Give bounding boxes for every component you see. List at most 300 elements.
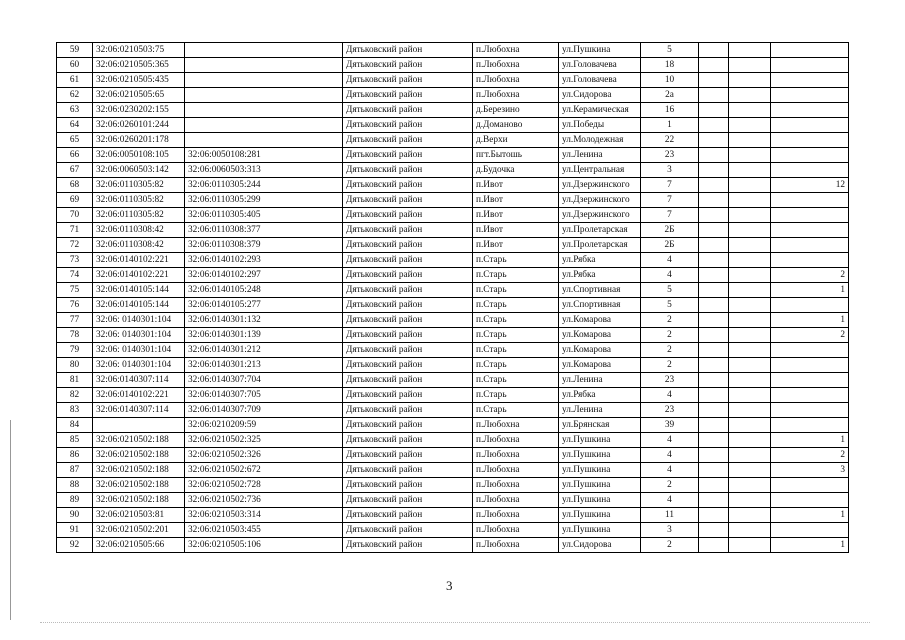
- empty-cell: [699, 43, 729, 58]
- table-row: [57, 343, 849, 358]
- street-cell: ул.Молодежная: [559, 133, 641, 148]
- cadastral-number-object: 32:06:0210209:59: [185, 418, 343, 433]
- locality-cell: п.Старь: [473, 328, 559, 343]
- empty-cell: [729, 418, 771, 433]
- district-cell: Дятьковский район: [343, 178, 473, 193]
- cadastral-number-object: 32:06:0140301:212: [185, 343, 343, 358]
- empty-cell: [729, 283, 771, 298]
- street-cell: ул.Рябка: [559, 268, 641, 283]
- empty-cell: [729, 373, 771, 388]
- locality-cell: п.Любохна: [473, 493, 559, 508]
- street-cell: ул.Пролетарская: [559, 223, 641, 238]
- empty-cell: [729, 178, 771, 193]
- district-cell: Дятьковский район: [343, 358, 473, 373]
- table-row: [57, 373, 849, 388]
- table-row: [57, 283, 849, 298]
- cadastral-number-object: 32:06:0140301:139: [185, 328, 343, 343]
- street-cell: ул.Пушкина: [559, 43, 641, 58]
- street-cell: ул.Спортивная: [559, 298, 641, 313]
- empty-cell: [729, 148, 771, 163]
- empty-cell: [729, 208, 771, 223]
- house-number-cell: 2Б: [641, 223, 699, 238]
- cadastral-number-parcel: 32:06:0110305:82: [93, 208, 185, 223]
- street-cell: ул.Керамическая: [559, 103, 641, 118]
- empty-cell: [729, 268, 771, 283]
- empty-cell: [729, 343, 771, 358]
- table-row: [57, 508, 849, 523]
- table-row: [57, 178, 849, 193]
- row-number: 78: [57, 328, 93, 343]
- cadastral-number-parcel: 32:06: 0140301:104: [93, 328, 185, 343]
- cadastral-number-object: [185, 88, 343, 103]
- district-cell: Дятьковский район: [343, 103, 473, 118]
- locality-cell: п.Любохна: [473, 418, 559, 433]
- street-cell: ул.Брянская: [559, 418, 641, 433]
- row-number: 72: [57, 238, 93, 253]
- house-number-cell: 2: [641, 478, 699, 493]
- table-row: [57, 358, 849, 373]
- street-cell: ул.Комарова: [559, 343, 641, 358]
- street-cell: ул.Комарова: [559, 328, 641, 343]
- street-cell: ул.Пушкина: [559, 493, 641, 508]
- district-cell: Дятьковский район: [343, 433, 473, 448]
- house-number-cell: 2: [641, 343, 699, 358]
- street-cell: ул.Головачева: [559, 73, 641, 88]
- empty-cell: [699, 403, 729, 418]
- cadastral-number-parcel: 32:06:0210502:188: [93, 478, 185, 493]
- cadastral-number-object: 32:06:0110308:379: [185, 238, 343, 253]
- cadastral-number-object: [185, 43, 343, 58]
- row-number: 60: [57, 58, 93, 73]
- district-cell: Дятьковский район: [343, 523, 473, 538]
- cadastral-number-parcel: 32:06:0210503:75: [93, 43, 185, 58]
- cadastral-number-object: 32:06:0050108:281: [185, 148, 343, 163]
- apartment-cell: [771, 88, 849, 103]
- cadastral-number-object: 32:06:0060503:313: [185, 163, 343, 178]
- row-number: 73: [57, 253, 93, 268]
- cadastral-number-object: [185, 133, 343, 148]
- district-cell: Дятьковский район: [343, 418, 473, 433]
- empty-cell: [699, 148, 729, 163]
- apartment-cell: [771, 358, 849, 373]
- cadastral-number-object: 32:06:0140307:705: [185, 388, 343, 403]
- apartment-cell: [771, 238, 849, 253]
- table-row: [57, 118, 849, 133]
- cadastral-number-parcel: 32:06:0230202:155: [93, 103, 185, 118]
- apartment-cell: [771, 73, 849, 88]
- cadastral-number-parcel: 32:06:0210505:66: [93, 538, 185, 553]
- empty-cell: [699, 328, 729, 343]
- empty-cell: [699, 538, 729, 553]
- table-row: [57, 478, 849, 493]
- street-cell: ул.Спортивная: [559, 283, 641, 298]
- empty-cell: [699, 118, 729, 133]
- locality-cell: п.Ивот: [473, 193, 559, 208]
- row-number: 77: [57, 313, 93, 328]
- empty-cell: [699, 523, 729, 538]
- empty-cell: [699, 388, 729, 403]
- district-cell: Дятьковский район: [343, 328, 473, 343]
- cadastral-number-object: [185, 103, 343, 118]
- empty-cell: [699, 58, 729, 73]
- table-row: [57, 58, 849, 73]
- apartment-cell: 1: [771, 508, 849, 523]
- empty-cell: [729, 253, 771, 268]
- cadastral-number-object: [185, 58, 343, 73]
- row-number: 66: [57, 148, 93, 163]
- apartment-cell: [771, 253, 849, 268]
- house-number-cell: 23: [641, 148, 699, 163]
- cadastral-number-parcel: 32:06:0110308:42: [93, 223, 185, 238]
- empty-cell: [729, 433, 771, 448]
- row-number: 87: [57, 463, 93, 478]
- empty-cell: [699, 193, 729, 208]
- table-row: [57, 313, 849, 328]
- apartment-cell: [771, 418, 849, 433]
- cadastral-number-parcel: 32:06:0210502:188: [93, 493, 185, 508]
- empty-cell: [729, 493, 771, 508]
- cadastral-number-parcel: 32:06:0140307:114: [93, 373, 185, 388]
- house-number-cell: 4: [641, 448, 699, 463]
- district-cell: Дятьковский район: [343, 463, 473, 478]
- street-cell: ул.Дзержинского: [559, 193, 641, 208]
- empty-cell: [699, 133, 729, 148]
- row-number: 83: [57, 403, 93, 418]
- empty-cell: [729, 313, 771, 328]
- empty-cell: [729, 73, 771, 88]
- locality-cell: д.Будочка: [473, 163, 559, 178]
- row-number: 85: [57, 433, 93, 448]
- empty-cell: [699, 238, 729, 253]
- row-number: 86: [57, 448, 93, 463]
- table-row: [57, 238, 849, 253]
- district-cell: Дятьковский район: [343, 283, 473, 298]
- street-cell: ул.Ленина: [559, 148, 641, 163]
- district-cell: Дятьковский район: [343, 508, 473, 523]
- empty-cell: [699, 298, 729, 313]
- locality-cell: п.Ивот: [473, 223, 559, 238]
- house-number-cell: 4: [641, 268, 699, 283]
- row-number: 70: [57, 208, 93, 223]
- table-body: [57, 43, 849, 553]
- empty-cell: [729, 163, 771, 178]
- row-number: 64: [57, 118, 93, 133]
- district-cell: Дятьковский район: [343, 238, 473, 253]
- house-number-cell: 2: [641, 358, 699, 373]
- row-number: 88: [57, 478, 93, 493]
- empty-cell: [729, 538, 771, 553]
- empty-cell: [729, 358, 771, 373]
- apartment-cell: 1: [771, 433, 849, 448]
- apartment-cell: 2: [771, 448, 849, 463]
- empty-cell: [729, 88, 771, 103]
- street-cell: ул.Дзержинского: [559, 208, 641, 223]
- table-row: [57, 493, 849, 508]
- table-row: [57, 298, 849, 313]
- table-row: [57, 523, 849, 538]
- district-cell: Дятьковский район: [343, 208, 473, 223]
- table-row: [57, 433, 849, 448]
- locality-cell: п.Старь: [473, 253, 559, 268]
- empty-cell: [729, 403, 771, 418]
- table-row: [57, 538, 849, 553]
- street-cell: ул.Сидорова: [559, 538, 641, 553]
- apartment-cell: [771, 478, 849, 493]
- locality-cell: п.Любохна: [473, 88, 559, 103]
- apartment-cell: [771, 403, 849, 418]
- table-row: [57, 103, 849, 118]
- empty-cell: [699, 493, 729, 508]
- cadastral-number-parcel: 32:06:0210505:65: [93, 88, 185, 103]
- empty-cell: [699, 103, 729, 118]
- table-row: [57, 73, 849, 88]
- cadastral-number-parcel: 32:06:0210505:365: [93, 58, 185, 73]
- district-cell: Дятьковский район: [343, 73, 473, 88]
- empty-cell: [729, 388, 771, 403]
- apartment-cell: 1: [771, 313, 849, 328]
- locality-cell: п.Любохна: [473, 508, 559, 523]
- cadastral-number-object: [185, 73, 343, 88]
- cadastral-number-parcel: 32:06:0140102:221: [93, 268, 185, 283]
- district-cell: Дятьковский район: [343, 133, 473, 148]
- locality-cell: п.Старь: [473, 268, 559, 283]
- empty-cell: [699, 208, 729, 223]
- locality-cell: п.Любохна: [473, 58, 559, 73]
- apartment-cell: [771, 103, 849, 118]
- empty-cell: [699, 478, 729, 493]
- locality-cell: д.Доманово: [473, 118, 559, 133]
- empty-cell: [699, 178, 729, 193]
- cadastral-number-object: 32:06:0210502:326: [185, 448, 343, 463]
- apartment-cell: 2: [771, 268, 849, 283]
- property-register-table: [56, 42, 849, 553]
- house-number-cell: 5: [641, 283, 699, 298]
- locality-cell: д.Березино: [473, 103, 559, 118]
- apartment-cell: [771, 133, 849, 148]
- locality-cell: п.Старь: [473, 358, 559, 373]
- apartment-cell: [771, 58, 849, 73]
- street-cell: ул.Сидорова: [559, 88, 641, 103]
- district-cell: Дятьковский район: [343, 268, 473, 283]
- cadastral-number-parcel: 32:06:0210502:188: [93, 433, 185, 448]
- house-number-cell: 4: [641, 253, 699, 268]
- empty-cell: [699, 313, 729, 328]
- table-row: [57, 43, 849, 58]
- empty-cell: [729, 43, 771, 58]
- street-cell: ул.Победы: [559, 118, 641, 133]
- table-row: [57, 418, 849, 433]
- cadastral-number-object: 32:06:0140307:709: [185, 403, 343, 418]
- house-number-cell: 2: [641, 313, 699, 328]
- empty-cell: [729, 58, 771, 73]
- district-cell: Дятьковский район: [343, 253, 473, 268]
- street-cell: ул.Ленина: [559, 403, 641, 418]
- locality-cell: пгт.Бытошь: [473, 148, 559, 163]
- cadastral-number-parcel: 32:06:0210502:188: [93, 463, 185, 478]
- apartment-cell: [771, 343, 849, 358]
- cadastral-number-object: 32:06:0210502:728: [185, 478, 343, 493]
- district-cell: Дятьковский район: [343, 493, 473, 508]
- cadastral-number-object: 32:06:0140102:297: [185, 268, 343, 283]
- table-row: [57, 88, 849, 103]
- cadastral-number-parcel: 32:06:0260101:244: [93, 118, 185, 133]
- district-cell: Дятьковский район: [343, 193, 473, 208]
- empty-cell: [699, 73, 729, 88]
- empty-cell: [699, 163, 729, 178]
- apartment-cell: [771, 208, 849, 223]
- locality-cell: п.Любохна: [473, 538, 559, 553]
- empty-cell: [699, 268, 729, 283]
- locality-cell: п.Старь: [473, 403, 559, 418]
- cadastral-number-parcel: 32:06:0210505:435: [93, 73, 185, 88]
- street-cell: ул.Комарова: [559, 313, 641, 328]
- empty-cell: [699, 433, 729, 448]
- table-row: [57, 328, 849, 343]
- house-number-cell: 2а: [641, 88, 699, 103]
- house-number-cell: 7: [641, 193, 699, 208]
- district-cell: Дятьковский район: [343, 538, 473, 553]
- district-cell: Дятьковский район: [343, 43, 473, 58]
- empty-cell: [729, 238, 771, 253]
- cadastral-number-object: 32:06:0210502:672: [185, 463, 343, 478]
- house-number-cell: 7: [641, 208, 699, 223]
- house-number-cell: 7: [641, 178, 699, 193]
- locality-cell: п.Старь: [473, 343, 559, 358]
- row-number: 90: [57, 508, 93, 523]
- table-row: [57, 133, 849, 148]
- district-cell: Дятьковский район: [343, 343, 473, 358]
- cadastral-number-parcel: 32:06:0110305:82: [93, 193, 185, 208]
- empty-cell: [729, 523, 771, 538]
- locality-cell: п.Ивот: [473, 208, 559, 223]
- empty-cell: [699, 88, 729, 103]
- house-number-cell: 1: [641, 118, 699, 133]
- cadastral-number-parcel: 32:06:0140102:221: [93, 253, 185, 268]
- row-number: 62: [57, 88, 93, 103]
- street-cell: ул.Пушкина: [559, 463, 641, 478]
- district-cell: Дятьковский район: [343, 298, 473, 313]
- empty-cell: [699, 223, 729, 238]
- apartment-cell: [771, 163, 849, 178]
- house-number-cell: 3: [641, 523, 699, 538]
- cadastral-number-object: 32:06:0110305:299: [185, 193, 343, 208]
- empty-cell: [729, 118, 771, 133]
- street-cell: ул.Пушкина: [559, 448, 641, 463]
- cadastral-number-object: 32:06:0140307:704: [185, 373, 343, 388]
- apartment-cell: [771, 43, 849, 58]
- row-number: 89: [57, 493, 93, 508]
- row-number: 80: [57, 358, 93, 373]
- street-cell: ул.Рябка: [559, 388, 641, 403]
- apartment-cell: [771, 388, 849, 403]
- street-cell: ул.Центральная: [559, 163, 641, 178]
- locality-cell: п.Любохна: [473, 523, 559, 538]
- cadastral-number-parcel: 32:06:0140105:144: [93, 283, 185, 298]
- row-number: 76: [57, 298, 93, 313]
- cadastral-number-parcel: 32:06:0140105:144: [93, 298, 185, 313]
- apartment-cell: [771, 223, 849, 238]
- cadastral-number-object: [185, 118, 343, 133]
- empty-cell: [729, 103, 771, 118]
- house-number-cell: 23: [641, 373, 699, 388]
- row-number: 75: [57, 283, 93, 298]
- district-cell: Дятьковский район: [343, 373, 473, 388]
- empty-cell: [729, 223, 771, 238]
- page-number: 3: [446, 578, 453, 593]
- house-number-cell: 39: [641, 418, 699, 433]
- house-number-cell: 23: [641, 403, 699, 418]
- locality-cell: п.Любохна: [473, 448, 559, 463]
- locality-cell: п.Любохна: [473, 43, 559, 58]
- house-number-cell: 2: [641, 538, 699, 553]
- apartment-cell: [771, 118, 849, 133]
- row-number: 69: [57, 193, 93, 208]
- empty-cell: [729, 298, 771, 313]
- locality-cell: п.Старь: [473, 298, 559, 313]
- district-cell: Дятьковский район: [343, 448, 473, 463]
- cadastral-number-object: 32:06:0140301:132: [185, 313, 343, 328]
- cadastral-number-parcel: 32:06:0060503:142: [93, 163, 185, 178]
- cadastral-number-object: 32:06:0140105:277: [185, 298, 343, 313]
- district-cell: Дятьковский район: [343, 88, 473, 103]
- house-number-cell: 18: [641, 58, 699, 73]
- row-number: 74: [57, 268, 93, 283]
- cadastral-number-parcel: 32:06: 0140301:104: [93, 343, 185, 358]
- cadastral-number-parcel: 32:06:0210502:188: [93, 448, 185, 463]
- cadastral-number-parcel: 32:06: 0140301:104: [93, 358, 185, 373]
- locality-cell: п.Старь: [473, 373, 559, 388]
- empty-cell: [729, 448, 771, 463]
- locality-cell: п.Старь: [473, 388, 559, 403]
- cadastral-number-parcel: 32:06:0140307:114: [93, 403, 185, 418]
- cadastral-number-parcel: 32:06:0110308:42: [93, 238, 185, 253]
- street-cell: ул.Пушкина: [559, 433, 641, 448]
- street-cell: ул.Рябка: [559, 253, 641, 268]
- empty-cell: [729, 478, 771, 493]
- row-number: 92: [57, 538, 93, 553]
- row-number: 67: [57, 163, 93, 178]
- locality-cell: п.Ивот: [473, 238, 559, 253]
- empty-cell: [699, 463, 729, 478]
- cadastral-number-object: 32:06:0140105:248: [185, 283, 343, 298]
- district-cell: Дятьковский район: [343, 478, 473, 493]
- cadastral-number-object: 32:06:0210503:314: [185, 508, 343, 523]
- apartment-cell: 1: [771, 538, 849, 553]
- cadastral-number-parcel: 32:06:0260201:178: [93, 133, 185, 148]
- row-number: 71: [57, 223, 93, 238]
- row-number: 59: [57, 43, 93, 58]
- house-number-cell: 22: [641, 133, 699, 148]
- row-number: 82: [57, 388, 93, 403]
- apartment-cell: 12: [771, 178, 849, 193]
- table-row: [57, 223, 849, 238]
- locality-cell: д.Верхи: [473, 133, 559, 148]
- house-number-cell: 5: [641, 43, 699, 58]
- table-row: [57, 388, 849, 403]
- cadastral-number-parcel: 32:06:0050108:105: [93, 148, 185, 163]
- street-cell: ул.Пушкина: [559, 523, 641, 538]
- empty-cell: [699, 358, 729, 373]
- locality-cell: п.Старь: [473, 283, 559, 298]
- district-cell: Дятьковский район: [343, 58, 473, 73]
- cadastral-number-parcel: 32:06: 0140301:104: [93, 313, 185, 328]
- scan-edge-mark: [10, 420, 11, 620]
- apartment-cell: 1: [771, 283, 849, 298]
- empty-cell: [699, 283, 729, 298]
- district-cell: Дятьковский район: [343, 118, 473, 133]
- street-cell: ул.Пушкина: [559, 478, 641, 493]
- empty-cell: [729, 193, 771, 208]
